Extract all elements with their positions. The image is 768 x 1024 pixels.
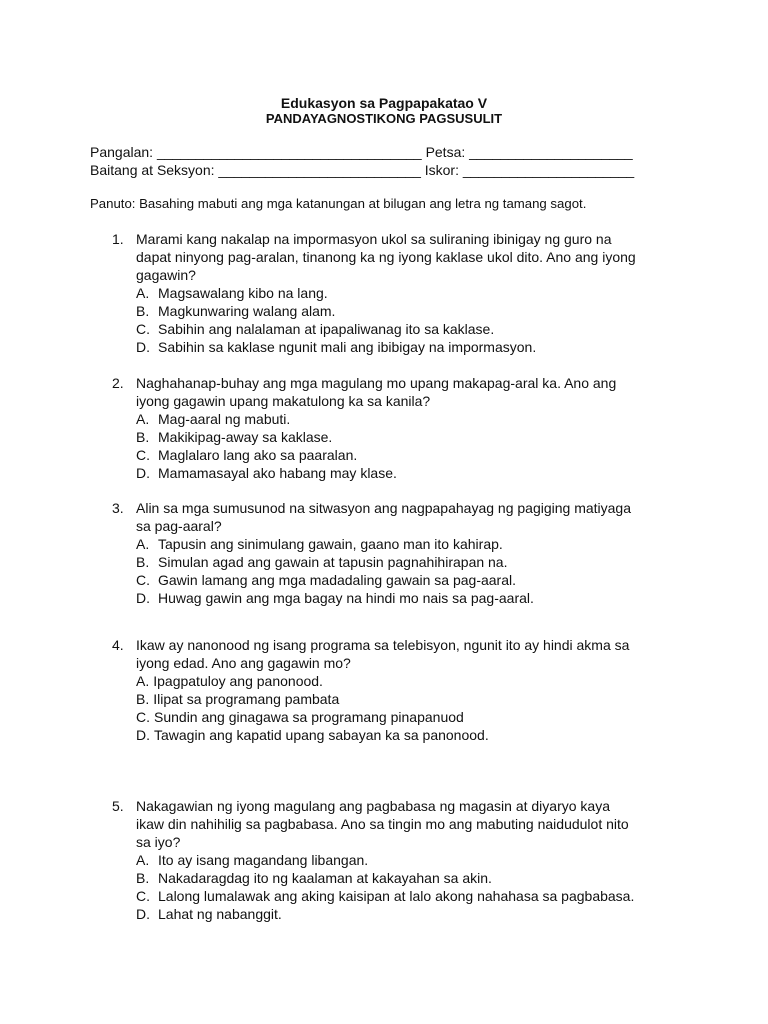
question-number: 5.: [112, 798, 124, 814]
choice-b[interactable]: B. Nakadaragdag ito ng kaalaman at kakayahan sa akin.: [136, 870, 492, 886]
choice-c[interactable]: C. Lalong lumalawak ang aking kaisipan at lalo akong nahahasa sa pagbabasa.: [136, 888, 635, 904]
question-line: ikaw din nahihilig sa pagbabasa. Ano sa tingin mo ang mabuting naidudulot nito: [136, 816, 629, 832]
choice-c[interactable]: C. Maglalaro lang ako sa paaralan.: [136, 447, 358, 463]
instructions: Panuto: Basahing mabuti ang mga katanungan at bilugan ang letra ng tamang sagot.: [90, 196, 587, 211]
question-number: 3.: [112, 500, 124, 516]
subject-title: Edukasyon sa Pagpapakatao V: [280, 95, 488, 111]
choice-c[interactable]: C. Sundin ang ginagawa sa programang pinapanuod: [136, 709, 464, 725]
choice-d[interactable]: D. Lahat ng nabanggit.: [136, 906, 282, 922]
question-line: iyong edad. Ano ang gagawin mo?: [136, 655, 351, 671]
question-line: sa pag-aaral?: [136, 518, 222, 534]
choice-d[interactable]: D. Mamamasayal ako habang may klase.: [136, 465, 397, 481]
question-line: Naghahanap-buhay ang mga magulang mo upang makapag-aral ka. Ano ang: [136, 375, 617, 391]
question-line: Alin sa mga sumusunod na sitwasyon ang nagpapahayag ng pagiging matiyaga: [136, 500, 632, 516]
question-number: 2.: [112, 375, 124, 391]
question-line: iyong gagawin upang makatulong ka sa kanila?: [136, 393, 431, 409]
question-number: 1.: [112, 231, 124, 247]
choice-b[interactable]: B. Ilipat sa programang pambata: [136, 691, 340, 707]
choice-d[interactable]: D. Huwag gawin ang mga bagay na hindi mo nais sa pag-aaral.: [136, 590, 534, 606]
choice-a[interactable]: A. Mag-aaral ng mabuti.: [136, 411, 291, 427]
choice-a[interactable]: A. Magsawalang kibo na lang.: [136, 285, 328, 301]
name-date-row: Pangalan: __________________________________ Petsa: _____________________: [90, 144, 633, 160]
choice-d[interactable]: D. Sabihin sa kaklase ngunit mali ang ibibigay na impormasyon.: [136, 339, 537, 355]
question-line: Nakagawian ng iyong magulang ang pagbabasa ng magasin at diyaryo kaya: [136, 798, 610, 814]
choices: [136, 535, 716, 607]
question-line: Marami kang nakalap na impormasyon ukol sa suliraning ibinigay ng guro na: [136, 231, 612, 247]
choice-a[interactable]: A. Ito ay isang magandang libangan.: [136, 852, 369, 868]
question-number: 4.: [112, 637, 124, 653]
choice-a[interactable]: A. Ipagpatuloy ang panonood.: [136, 673, 323, 689]
grade-score-row: Baitang at Seksyon: __________________________ Iskor: ______________________: [90, 162, 635, 178]
question-line: gagawin?: [136, 267, 196, 283]
choice-d[interactable]: D. Tawagin ang kapatid upang sabayan ka sa panonood.: [136, 727, 489, 743]
choice-a[interactable]: A. Tapusin ang sinimulang gawain, gaano man ito kahirap.: [136, 536, 503, 552]
question-line: dapat ninyong pag-aralan, tinanong ka ng iyong kaklase ukol dito. Ano ang iyong: [136, 249, 636, 265]
question-line: Ikaw ay nanonood ng isang programa sa telebisyon, ngunit ito ay hindi akma sa: [136, 637, 630, 653]
question-line: sa iyo?: [136, 834, 181, 850]
choice-b[interactable]: B. Simulan agad ang gawain at tapusin pagnahihirapan na.: [136, 554, 508, 570]
choice-c[interactable]: C. Sabihin ang nalalaman at ipapaliwanag ito sa kaklase.: [136, 321, 495, 337]
choice-b[interactable]: B. Makikipag-away sa kaklase.: [136, 429, 333, 445]
question-text: [136, 636, 696, 672]
question-text: [136, 230, 696, 284]
question-text: [136, 374, 696, 410]
choices: [136, 672, 716, 744]
question-text: [136, 499, 696, 535]
question-text: [136, 797, 696, 851]
choice-c[interactable]: C. Gawin lamang ang mga madadaling gawain sa pag-aaral.: [136, 572, 516, 588]
choices: [136, 410, 716, 482]
choices: [136, 851, 716, 923]
test-title: PANDAYAGNOSTIKONG PAGSUSULIT: [265, 111, 503, 126]
choices: [136, 284, 716, 356]
choice-b[interactable]: B. Magkunwaring walang alam.: [136, 303, 336, 319]
